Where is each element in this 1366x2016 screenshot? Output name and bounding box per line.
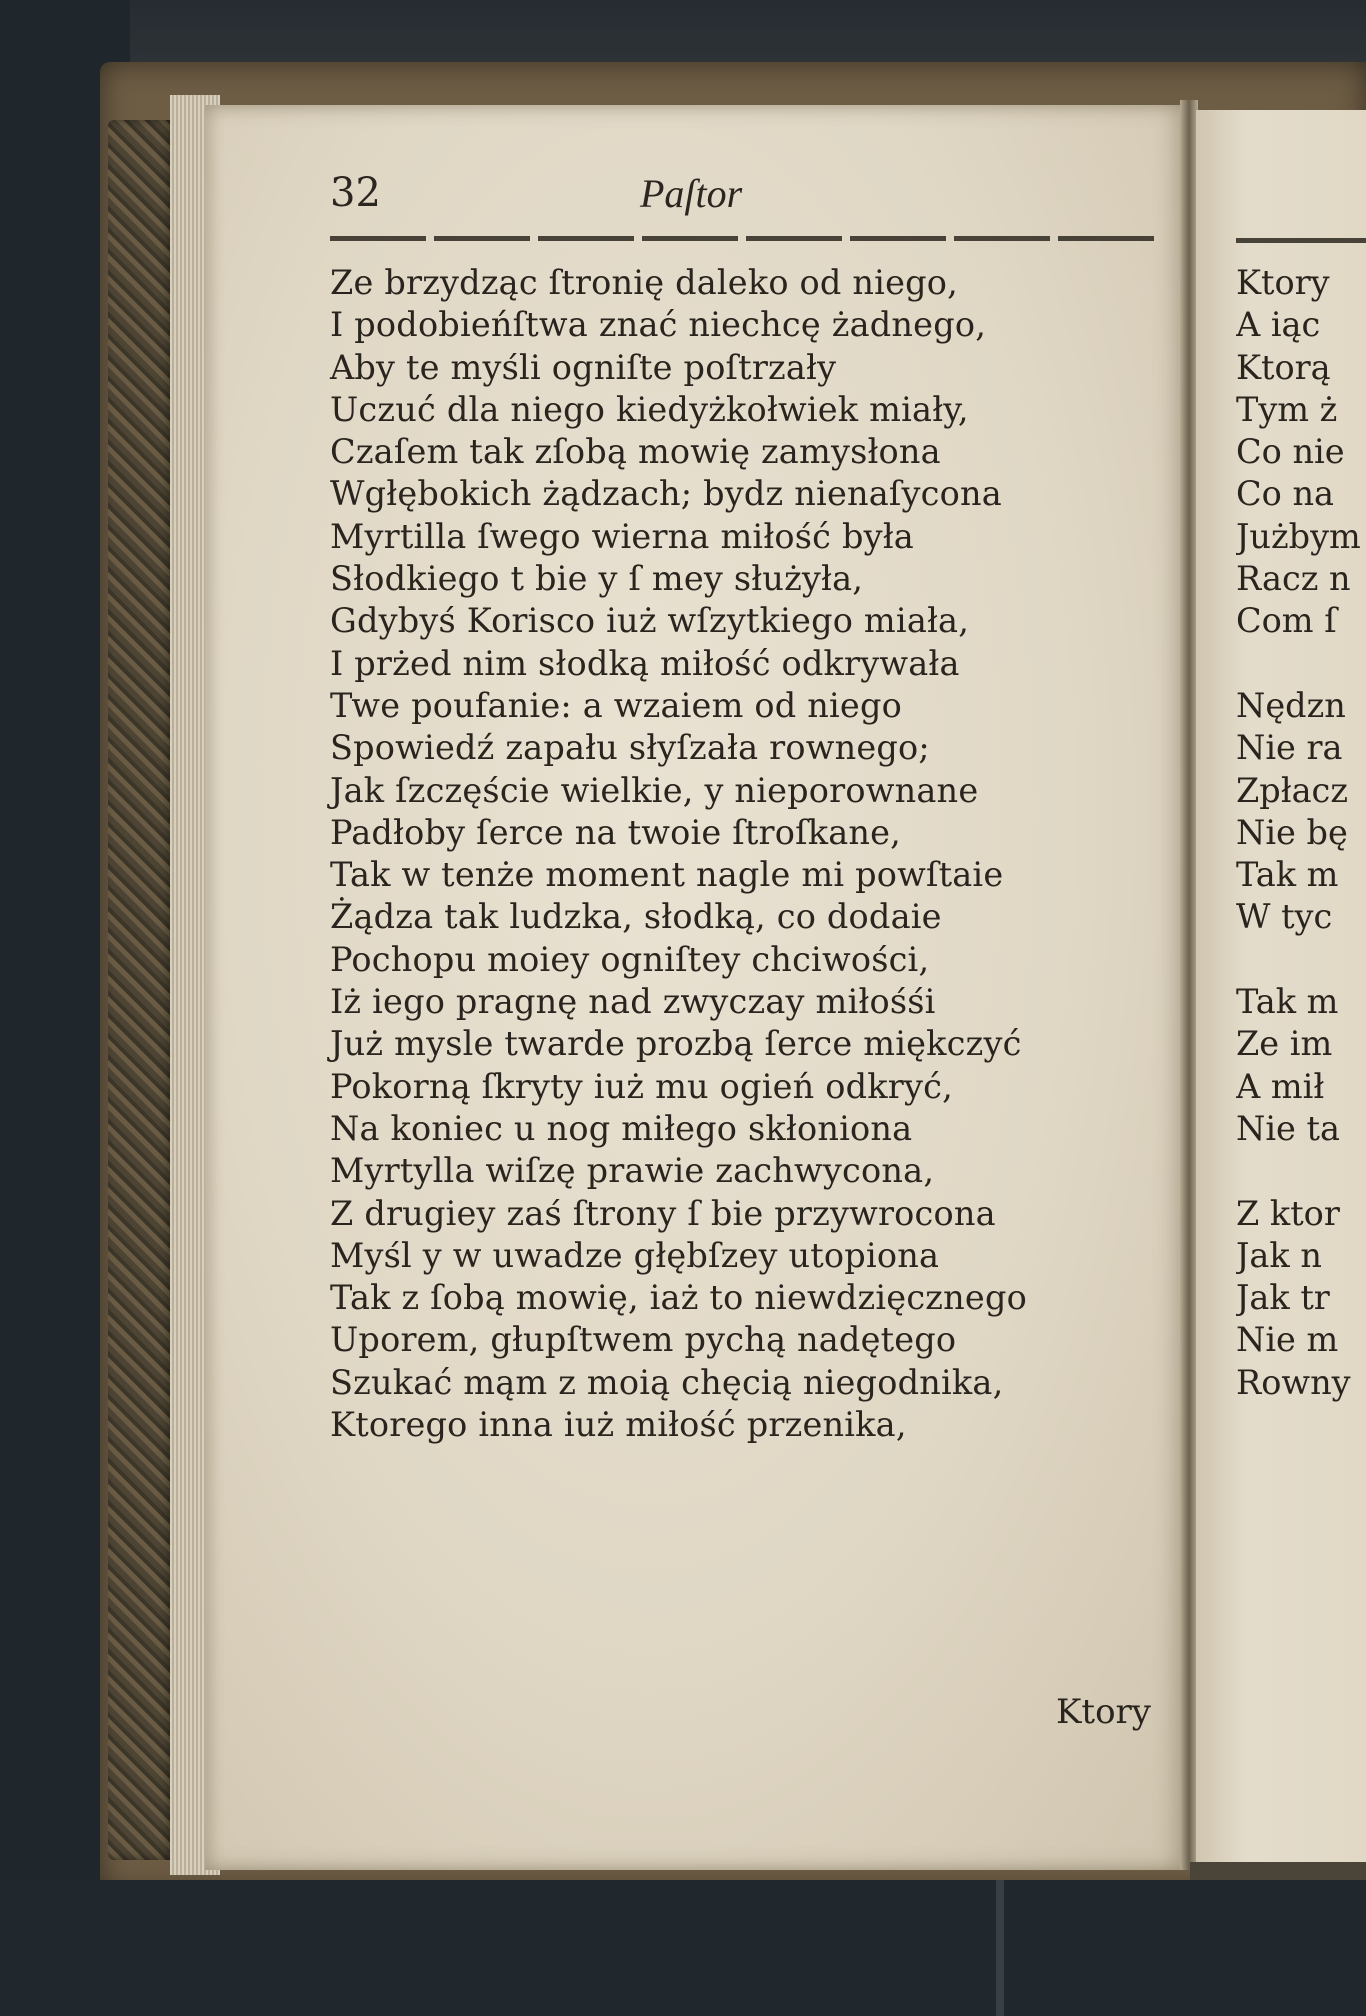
poem-line: Myrtilla ſwego wierna miłość była [330,516,914,556]
book-spine [108,120,174,1860]
poem-line: Na koniec u nog miłego skłoniona [330,1108,913,1148]
stanza-gap [1236,643,1366,685]
right-page-line: Tym ż [1236,389,1338,429]
poem-line: Aby te myśli ogniſte poſtrzały [330,347,837,387]
poem-line: Uczuć dla niego kiedyżkołwiek miały, [330,389,969,429]
poem-text [330,262,1170,1446]
right-page-line: Nie bę [1236,812,1348,852]
right-page-line: Co na [1236,474,1334,514]
poem-line: Padłoby ſerce na twoie ſtroſkane, [330,812,902,852]
poem-line: Jak ſzczęście wielkie, y nieporownane [330,770,979,810]
poem-line: Spowiedź zapału słyſzała rownego; [330,728,930,768]
poem-line: Ze brzydząc ſtronię daleko od niego, [330,263,958,302]
right-page-line: Ktorą [1236,347,1331,387]
right-page-line: Nie m [1236,1320,1339,1360]
right-page-line: A mił [1236,1066,1325,1106]
right-page-line: Racz n [1236,559,1351,599]
running-title: Paſtor [640,171,743,216]
right-page-line: Tak m [1236,855,1339,895]
right-page-line: Tak m [1236,982,1339,1022]
poem-line: Uporem, głupſtwem pychą nadętego [330,1320,957,1360]
right-page-line: Nie ra [1236,728,1343,768]
poem-line: Ktorego inna iuż miłość przenika, [330,1405,907,1445]
poem-line: Pokorną ſkryty iuż mu ogień odkryć, [330,1066,953,1106]
right-page-line: W tyc [1236,897,1333,937]
right-page-line: Jak n [1236,1235,1322,1275]
header-rule [330,236,1155,241]
page-number: 32 [330,170,381,216]
right-page-line: Nie ta [1236,1108,1340,1148]
poem-line: Z drugiey zaś ſtrony ſ bie przywrocona [330,1193,996,1233]
poem-line: Szukać mąm z moią chęcią niegodnika, [330,1362,1004,1402]
poem-line: I podobieńſtwa znać niechcę żadnego, [330,305,987,345]
bottom-background [0,1880,1366,2016]
right-page-text [1236,262,1366,1404]
stanza-gap [1236,939,1366,981]
right-header-rule [1236,238,1366,243]
poem-line: I prżed nim słodką miłość odkrywała [330,643,960,683]
right-page-line: Rowny [1236,1362,1351,1402]
right-page-line: Nędzn [1236,685,1346,725]
poem-line: Gdybyś Korisco iuż wſzytkiego miała, [330,601,970,641]
stanza-gap [1236,1150,1366,1192]
background-strip [996,1880,1004,2016]
poem-line: Myśl y w uwadze głębſzey utopiona [330,1235,940,1275]
poem-line: Iż iego pragnę nad zwyczay miłośśi [330,982,936,1022]
right-page-line: Jużbym [1236,516,1361,556]
page-header [330,170,1160,220]
right-page-line: Zpłacz [1236,770,1348,810]
right-page-line: A iąc [1236,305,1321,345]
right-page-line: Com ſ [1236,601,1337,641]
poem-line: Pochopu moiey ogniſtey chciwości, [330,939,930,979]
poem-line: Tak w tenże moment nagle mi powſtaie [330,855,1004,895]
poem-line: Myrtylla wiſzę prawie zachwycona, [330,1151,935,1191]
right-page-line: Jak tr [1236,1278,1330,1318]
poem-line: Twe poufanie: a wzaiem od niego [330,685,902,725]
poem-line: Już mysle twarde prozbą ſerce miękczyć [330,1024,1022,1064]
right-page-line: Co nie [1236,432,1345,472]
right-page-line: Ze im [1236,1024,1333,1064]
right-page-line: Z ktor [1236,1193,1340,1233]
right-page-line: Ktory [1236,263,1330,302]
poem-line: Wgłębokich żądzach; bydz nienaſycona [330,474,1002,514]
poem-line: Tak z ſobą mowię, iaż to niewdzięcznego [330,1278,1027,1318]
poem-line: Czaſem tak zſobą mowię zamysłona [330,432,941,472]
poem-line: Żądza tak ludzka, słodką, co dodaie [330,897,942,937]
poem-line: Słodkiego t bie y ſ mey służyła, [330,559,864,599]
catchword: Ktory [1056,1692,1151,1732]
